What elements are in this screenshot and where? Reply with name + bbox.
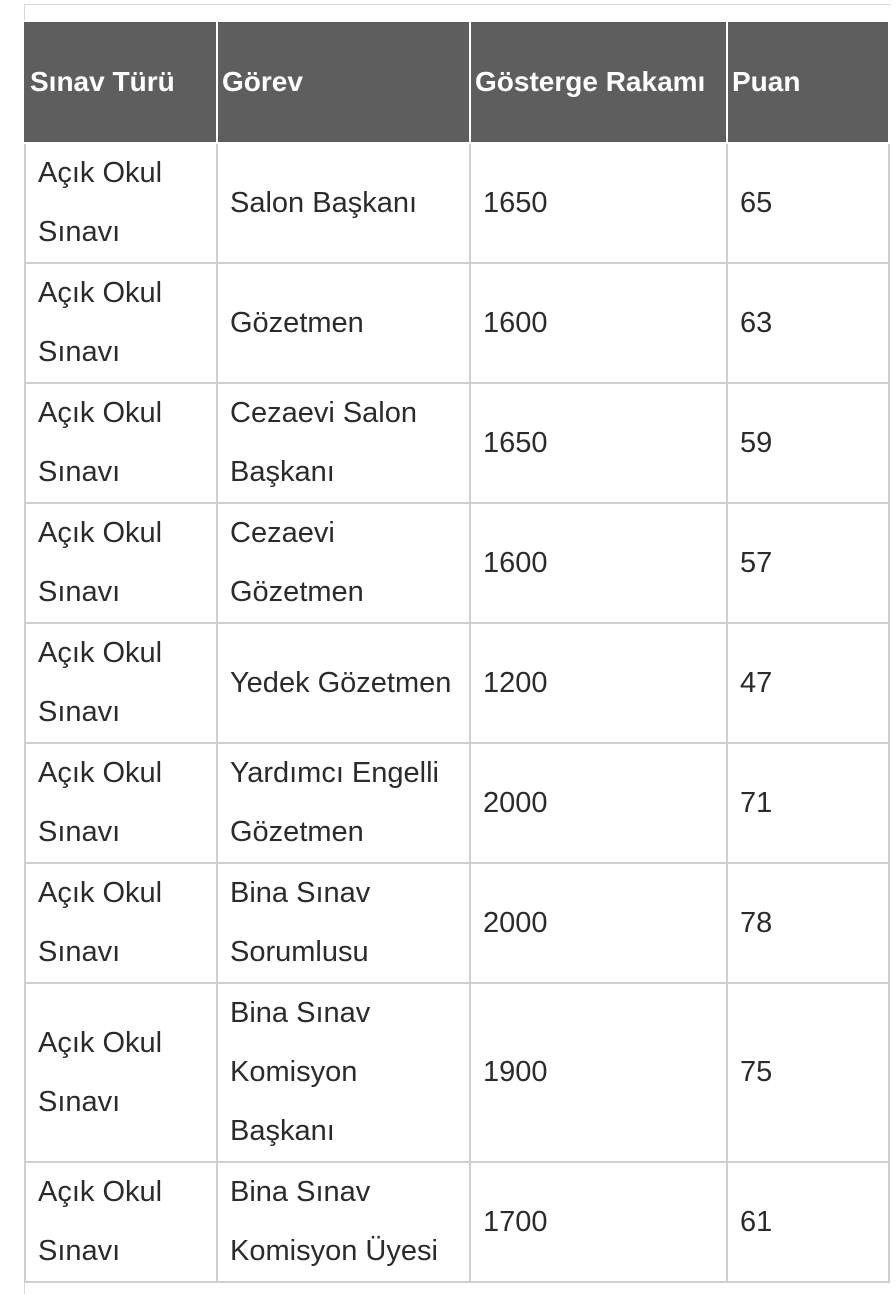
cell-points: 75 <box>727 983 889 1162</box>
cell-points: 65 <box>727 143 889 263</box>
cell-task: Salon Başkanı <box>217 143 470 263</box>
cell-exam-type: Açık Okul Sınavı <box>25 263 217 383</box>
table-row <box>25 1162 889 1282</box>
header-exam-type: Sınav Türü <box>25 21 217 143</box>
table-row <box>25 383 889 503</box>
cell-indicator: 1600 <box>470 263 727 383</box>
cell-exam-type: Açık Okul Sınavı <box>25 503 217 623</box>
cell-indicator: 1600 <box>470 503 727 623</box>
cell-exam-type: Açık Okul Sınavı <box>25 1162 217 1282</box>
cell-points: 63 <box>727 263 889 383</box>
cell-task: Bina Sınav Komisyon Başkanı <box>217 983 470 1162</box>
exam-fee-table <box>24 20 890 1283</box>
table-row <box>25 143 889 263</box>
cell-exam-type: Açık Okul Sınavı <box>25 983 217 1162</box>
cell-task: Bina Sınav Sorumlusu <box>217 863 470 983</box>
cell-exam-type: Açık Okul Sınavı <box>25 143 217 263</box>
table-row <box>25 623 889 743</box>
cell-task: Bina Sınav Komisyon Üyesi <box>217 1162 470 1282</box>
cell-indicator: 2000 <box>470 863 727 983</box>
cell-points: 47 <box>727 623 889 743</box>
cell-points: 59 <box>727 383 889 503</box>
cell-points: 71 <box>727 743 889 863</box>
table-row <box>25 863 889 983</box>
cell-points: 78 <box>727 863 889 983</box>
cell-task: Yedek Gözetmen <box>217 623 470 743</box>
header-task: Görev <box>217 21 470 143</box>
cell-points: 57 <box>727 503 889 623</box>
cell-indicator: 1900 <box>470 983 727 1162</box>
cell-indicator: 1650 <box>470 383 727 503</box>
cell-indicator: 1700 <box>470 1162 727 1282</box>
table-row <box>25 503 889 623</box>
table-row <box>25 263 889 383</box>
cell-task: Cezaevi Gözetmen <box>217 503 470 623</box>
table-header-row <box>25 21 889 143</box>
cell-points: 61 <box>727 1162 889 1282</box>
cell-indicator: 1200 <box>470 623 727 743</box>
cell-exam-type: Açık Okul Sınavı <box>25 863 217 983</box>
cell-indicator: 1650 <box>470 143 727 263</box>
cell-task: Yardımcı Engelli Gözetmen <box>217 743 470 863</box>
cell-exam-type: Açık Okul Sınavı <box>25 623 217 743</box>
header-indicator: Gösterge Rakamı <box>470 21 727 143</box>
header-points: Puan <box>727 21 889 143</box>
cell-task: Cezaevi Salon Başkanı <box>217 383 470 503</box>
table-row <box>25 743 889 863</box>
cell-indicator: 2000 <box>470 743 727 863</box>
table-row <box>25 983 889 1162</box>
cell-exam-type: Açık Okul Sınavı <box>25 383 217 503</box>
cell-task: Gözetmen <box>217 263 470 383</box>
cell-exam-type: Açık Okul Sınavı <box>25 743 217 863</box>
